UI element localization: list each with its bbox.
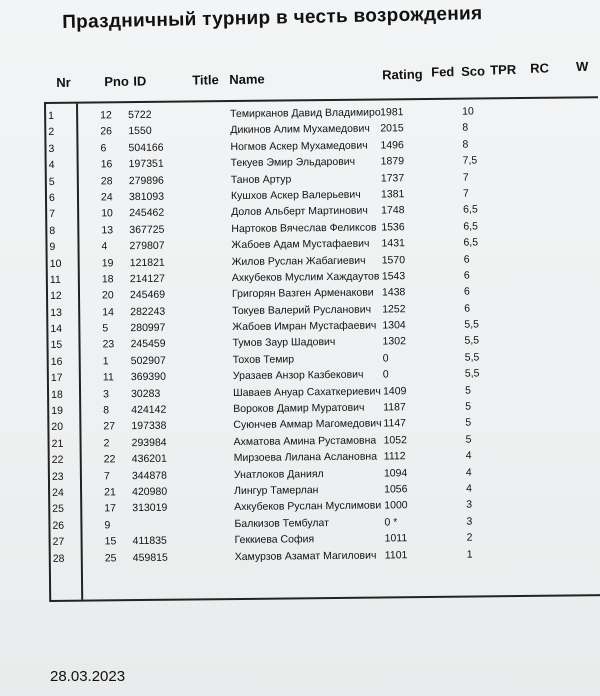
cell-score: 6 xyxy=(464,302,471,315)
cell-pno: 27 xyxy=(103,420,116,433)
cell-rating: 1981 xyxy=(380,106,404,119)
cell-id: 504166 xyxy=(128,141,164,154)
cell-score: 7,5 xyxy=(462,154,478,167)
cell-id: 313019 xyxy=(132,502,168,515)
header-fed: Fed xyxy=(431,64,455,80)
cell-nr: 13 xyxy=(50,306,62,319)
print-date: 28.03.2023 xyxy=(50,668,126,685)
cell-id: 245459 xyxy=(130,338,166,351)
header-name: Name xyxy=(229,71,265,87)
cell-nr: 18 xyxy=(51,388,63,401)
cell-id: 197351 xyxy=(128,157,164,171)
cell-pno: 13 xyxy=(101,224,114,237)
cell-name: Нартоков Вячеслав Феликсов xyxy=(231,221,377,235)
cell-pno: 14 xyxy=(102,305,114,319)
cell-nr: 1 xyxy=(48,109,55,122)
cell-score: 5,5 xyxy=(464,334,480,348)
cell-score: 1 xyxy=(466,548,473,561)
cell-id: 280997 xyxy=(130,321,166,335)
cell-id: 121821 xyxy=(129,256,165,269)
cell-rating: 1570 xyxy=(381,253,406,266)
cell-id: 279896 xyxy=(128,174,164,187)
cell-id: 436201 xyxy=(131,452,167,466)
cell-id: 214127 xyxy=(129,272,165,286)
cell-pno: 18 xyxy=(101,273,114,286)
cell-id: 1550 xyxy=(128,125,152,138)
cell-score: 7 xyxy=(462,187,469,200)
cell-rating: 1252 xyxy=(382,302,406,316)
cell-id: 411835 xyxy=(132,534,167,548)
cell-name: Кушхов Аскер Валерьевич xyxy=(230,188,361,202)
cell-nr: 21 xyxy=(51,437,64,450)
cell-nr: 14 xyxy=(50,322,63,336)
cell-name: Ахкубеков Муслим Хаждаутов xyxy=(231,270,380,284)
cell-score: 8 xyxy=(462,121,469,135)
cell-name: Унатлоков Даниял xyxy=(233,467,324,481)
cell-rating: 0 * xyxy=(384,516,398,529)
cell-name: Балкизов Тембулат xyxy=(234,516,329,530)
cell-name: Токуев Валерий Русланович xyxy=(232,303,372,317)
cell-pno: 9 xyxy=(104,519,111,532)
cell-pno: 5 xyxy=(102,322,109,335)
cell-name: Григорян Вазген Арменакови xyxy=(231,286,374,301)
cell-nr: 17 xyxy=(50,372,63,385)
cell-name: Текуев Эмир Эльдарович xyxy=(230,155,356,170)
cell-id: 344878 xyxy=(131,469,168,482)
cell-pno: 15 xyxy=(104,535,117,548)
cell-pno: 20 xyxy=(101,289,114,302)
cell-name: Хамурзов Азамат Магилович xyxy=(234,549,377,563)
cell-nr: 22 xyxy=(51,454,64,467)
cell-nr: 4 xyxy=(48,159,55,172)
cell-id: 30283 xyxy=(130,387,161,400)
cell-rating: 1056 xyxy=(384,483,408,496)
cell-name: Ногмов Аскер Мухамедович xyxy=(230,139,368,153)
cell-rating: 1438 xyxy=(381,286,406,299)
cell-id: 369390 xyxy=(130,370,166,384)
cell-name: Дикинов Алим Мухамедович xyxy=(230,122,370,137)
cell-score: 6 xyxy=(463,285,470,298)
cell-nr: 3 xyxy=(48,142,55,155)
cell-pno: 8 xyxy=(103,404,110,417)
cell-score: 10 xyxy=(462,105,474,118)
cell-pno: 28 xyxy=(100,174,113,187)
cell-id: 502907 xyxy=(130,354,166,367)
header-tpr: TPR xyxy=(490,61,517,78)
cell-rating: 1112 xyxy=(383,450,406,463)
cell-name: Тумов Заур Шадович xyxy=(232,336,336,350)
cell-id: 197338 xyxy=(131,420,167,433)
cell-rating: 1147 xyxy=(383,417,407,430)
cell-nr: 9 xyxy=(49,241,56,254)
cell-nr: 25 xyxy=(52,503,65,516)
header-nr: Nr xyxy=(56,74,71,91)
cell-nr: 24 xyxy=(52,486,64,499)
cell-nr: 28 xyxy=(52,552,65,565)
tournament-title: Праздничный турнир в честь возрождения xyxy=(62,3,483,33)
cell-rating: 1094 xyxy=(383,466,408,480)
cell-nr: 8 xyxy=(49,224,56,237)
header-id: ID xyxy=(133,73,147,89)
cell-score: 7 xyxy=(462,171,469,184)
cell-rating: 1748 xyxy=(381,204,405,217)
cell-rating: 1302 xyxy=(382,335,406,348)
cell-score: 3 xyxy=(466,498,473,511)
cell-rating: 1737 xyxy=(380,171,405,185)
cell-id: 245462 xyxy=(129,207,165,220)
cell-score: 6,5 xyxy=(463,220,478,233)
cell-nr: 7 xyxy=(49,208,56,221)
cell-score: 6 xyxy=(463,253,470,266)
cell-id: 424142 xyxy=(131,403,167,417)
cell-name: Ахматова Амина Рустамовна xyxy=(233,434,377,448)
cell-name: Лингур Тамерлан xyxy=(234,484,319,498)
cell-pno: 26 xyxy=(100,125,113,138)
cell-rating: 1011 xyxy=(384,532,408,545)
cell-pno: 10 xyxy=(101,207,113,220)
cell-name: Долов Альберт Мартинович xyxy=(231,204,368,219)
cell-score: 2 xyxy=(466,531,473,544)
cell-score: 6 xyxy=(463,269,470,282)
cell-name: Геккиева София xyxy=(234,533,315,547)
cell-pno: 1 xyxy=(102,355,109,368)
cell-pno: 17 xyxy=(104,502,117,515)
cell-nr: 26 xyxy=(52,519,65,532)
cell-rating: 1496 xyxy=(380,139,404,152)
cell-pno: 24 xyxy=(100,191,113,204)
cell-name: Ахкубеков Руслан Муслимови xyxy=(234,499,382,514)
cell-rating: 1409 xyxy=(382,384,407,398)
cell-rating: 1101 xyxy=(384,548,408,562)
cell-name: Шаваев Ануар Сахаткериевич xyxy=(232,385,381,399)
cell-score: 5,5 xyxy=(464,351,480,364)
cell-score: 3 xyxy=(466,515,473,528)
header-w: W xyxy=(575,58,589,74)
cell-name: Жабоев Имран Мустафаевич xyxy=(232,319,377,334)
cell-id: 459815 xyxy=(132,551,168,564)
cell-score: 5,5 xyxy=(464,367,480,380)
cell-nr: 15 xyxy=(50,339,63,352)
cell-score: 6,5 xyxy=(463,203,478,216)
cell-nr: 11 xyxy=(49,273,61,286)
cell-pno: 12 xyxy=(100,109,112,122)
cell-score: 5,5 xyxy=(464,318,480,331)
cell-rating: 1187 xyxy=(383,401,406,414)
cell-nr: 19 xyxy=(51,404,63,417)
header-pno: Pno xyxy=(104,73,129,90)
table-body xyxy=(44,102,600,567)
cell-score: 8 xyxy=(462,138,469,151)
cell-id: 381093 xyxy=(128,190,165,204)
cell-nr: 23 xyxy=(51,470,64,483)
cell-id: 293984 xyxy=(131,436,167,449)
cell-rating: 0 xyxy=(382,368,389,381)
cell-name: Жабоев Адам Мустафаевич xyxy=(231,237,370,252)
cell-name: Тохов Темир xyxy=(232,353,295,366)
cell-score: 6,5 xyxy=(463,236,479,249)
header-rating: Rating xyxy=(382,66,423,83)
cell-nr: 5 xyxy=(48,175,55,188)
cell-rating: 1381 xyxy=(380,188,405,201)
cell-id: 282243 xyxy=(130,305,166,318)
cell-pno: 7 xyxy=(103,469,110,482)
cell-pno: 2 xyxy=(103,437,110,450)
cell-score: 5 xyxy=(465,433,472,446)
cell-name: Мирзоева Лилана Аслановна xyxy=(233,450,378,465)
cell-nr: 27 xyxy=(52,535,65,549)
cell-id: 5722 xyxy=(128,108,152,122)
cell-pno: 16 xyxy=(100,158,113,171)
cell-rating: 1052 xyxy=(383,434,407,447)
cell-pno: 4 xyxy=(101,240,108,253)
cell-score: 4 xyxy=(465,466,472,479)
cell-rating: 1000 xyxy=(384,499,408,512)
cell-pno: 25 xyxy=(104,551,117,564)
cell-pno: 22 xyxy=(103,453,116,466)
cell-nr: 2 xyxy=(48,126,55,139)
cell-nr: 20 xyxy=(51,421,64,434)
cell-name: Уразаев Анзор Казбекович xyxy=(232,368,364,383)
cell-rating: 1879 xyxy=(380,155,405,168)
cell-rating: 0 xyxy=(382,352,389,365)
cell-pno: 6 xyxy=(100,142,107,155)
cell-nr: 10 xyxy=(49,257,62,270)
cell-rating: 1536 xyxy=(381,220,405,234)
cell-nr: 16 xyxy=(50,355,63,368)
cell-rating: 1431 xyxy=(381,237,405,250)
cell-score: 4 xyxy=(465,449,472,462)
cell-score: 5 xyxy=(465,416,472,430)
header-title: Title xyxy=(192,72,219,88)
cell-nr: 6 xyxy=(48,191,55,204)
header-score: Sco xyxy=(461,63,486,79)
cell-id: 279807 xyxy=(129,239,165,253)
cell-pno: 19 xyxy=(101,256,114,269)
cell-name: Суюнчев Аммар Магомедович xyxy=(233,417,382,432)
cell-rating: 1543 xyxy=(381,270,406,283)
cell-pno: 3 xyxy=(102,387,109,401)
cell-name: Вороков Дамир Муратович xyxy=(233,401,365,416)
cell-pno: 11 xyxy=(102,371,114,384)
header-rc: RC xyxy=(529,60,550,76)
cell-nr: 12 xyxy=(49,290,62,303)
cell-score: 4 xyxy=(466,482,472,495)
cell-id: 420980 xyxy=(132,485,168,499)
cell-id: 367725 xyxy=(129,223,165,236)
cell-name: Жилов Руслан Жабагиевич xyxy=(231,254,366,268)
cell-score: 5 xyxy=(465,400,472,413)
cell-name: Темирканов Давид Владимиро xyxy=(230,106,381,121)
cell-score: 5 xyxy=(464,384,471,397)
cell-id: 245469 xyxy=(129,289,166,302)
cell-pno: 23 xyxy=(102,338,115,351)
cell-rating: 1304 xyxy=(382,319,406,332)
standings-table xyxy=(44,96,600,602)
cell-pno: 21 xyxy=(104,486,116,499)
cell-name: Танов Артур xyxy=(230,172,292,186)
cell-rating: 2015 xyxy=(380,122,404,135)
